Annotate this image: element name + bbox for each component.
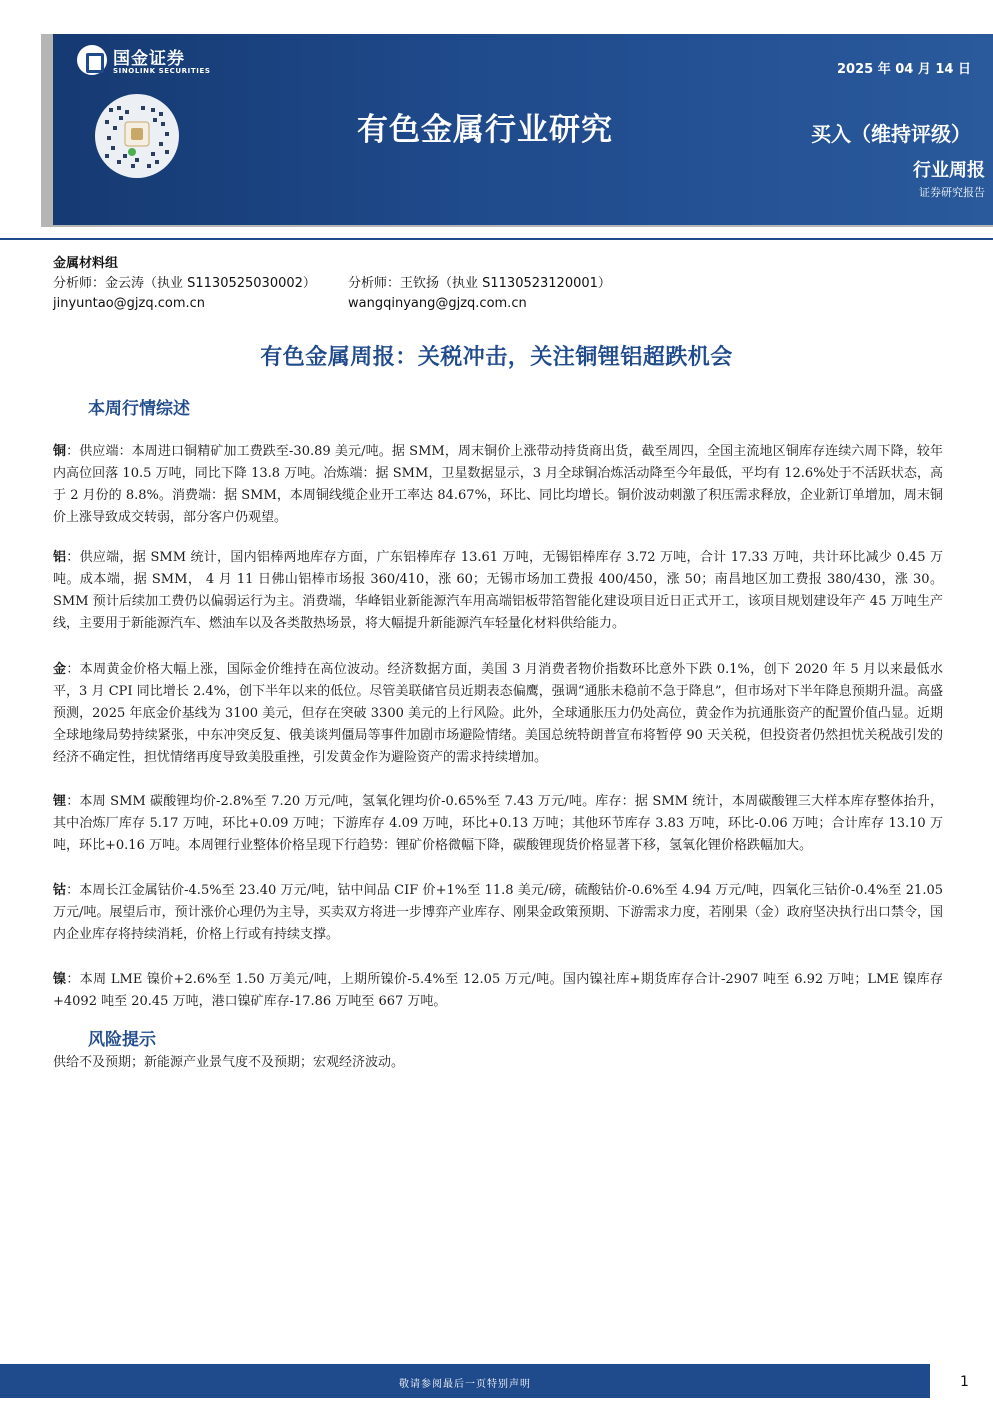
section-heading-weekly-review: 本周行情综述 <box>88 399 190 419</box>
analyst-2-email[interactable]: wangqinyang@gjzq.com.cn <box>348 296 527 311</box>
logo-name-cn: 国金证券 <box>113 49 185 69</box>
paragraph-lithium <box>53 791 943 857</box>
wechat-qr-code[interactable] <box>95 94 179 178</box>
paragraph-aluminum <box>53 547 943 635</box>
investment-rating: 买入（维持评级） <box>811 122 971 146</box>
paragraph-label: 铜 <box>53 444 67 459</box>
logo-mark-icon <box>77 45 107 75</box>
paragraph-text: ：供应端，据 SMM 统计，国内铝棒两地库存方面，广东铝棒库存 13.61 万吨，无锡铝棒库存 3.72 万吨，合计 17.33 万吨，共计环比减少 0.45 万吨。成本端，据 SMM， 4 月 11 日佛山铝棒市场报 360/410，涨 60；无锡市场加工费报 400/450，涨 50；南昌地区加工费报 380/430，涨 30。SMM 预计后续加工费仍以偏弱运行为主。消费端，华峰铝业新能源汽车用高端铝板带箔智能化建设项目近日正式开工，该项目规划建设年产 45 万吨生产线，主要用于新能源汽车、燃油车以及各类散热场景，将大幅提升新能源汽车轻量化材料供给能力。 <box>53 550 943 631</box>
risk-text: 供给不及预期；新能源产业景气度不及预期；宏观经济波动。 <box>53 1055 405 1070</box>
paragraph-text: ：供应端：本周进口铜精矿加工费跌至-30.89 美元/吨。据 SMM，周末铜价上涨带动持货商出货，截至周四，全国主流地区铜库存连续六周下降，较年内高位回落 10.5 万吨，同比下降 13.8 万吨。冶炼端：据 SMM，卫星数据显示，3 月全球铜冶炼活动降至今年最低，平均有 12.6%处于不活跃状态，高于 2 月份的 8.8%。消费端：据 SMM，本周铜线缆企业开工率达 84.67%，环比、同比均增长。铜价波动刺激了积压需求释放，企业新订单增加，周末铜价上涨导致成交转弱，部分客户仍观望。 <box>53 444 943 525</box>
paragraph-gold <box>53 659 943 769</box>
analyst-block <box>53 254 611 314</box>
paragraph-label: 金 <box>53 662 67 677</box>
report-kind: 行业周报 <box>913 160 985 181</box>
paragraph-nickel <box>53 969 943 1013</box>
page-number: 1 <box>960 1374 969 1390</box>
analyst-group: 金属材料组 <box>53 256 119 271</box>
paragraph-text: ：本周黄金价格大幅上涨，国际金价维持在高位波动。经济数据方面，美国 3 月消费者物价指数环比意外下跌 0.1%，创下 2020 年 5 月以来最低水平，3 月 CPI 同比增长 2.4%，创下半年以来的低位。尽管美联储官员近期表态偏鹰，强调“通胀未稳前不急于降息”，但市场对下半年降息预期升温。高盛预测，2025 年底金价基线为 3100 美元，但存在突破 3300 美元的上行风险。此外，全球通胀压力仍处高位，黄金作为抗通胀资产的配置价值凸显。近期全球地缘局势持续紧张，中东冲突反复、俄美谈判僵局等事件加剧市场避险情绪。美国总统特朗普宣布将暂停 90 天关税，但投资者仍然担忧关税战引发的经济不确定性，担忧情绪再度导致美股重挫，引发黄金作为避险资产的需求持续增加。 <box>53 662 943 765</box>
paragraph-label: 铝 <box>53 550 67 565</box>
paragraph-label: 锂 <box>53 794 67 809</box>
report-title: 有色金属周报：关税冲击，关注铜锂铝超跌机会 <box>260 345 733 370</box>
analyst-2: 分析师：王钦扬（执业 S1130523120001） <box>348 276 611 291</box>
analyst-1: 分析师：金云涛（执业 S1130525030002） <box>53 276 316 291</box>
footer-disclaimer-link[interactable]: 敬请参阅最后一页特别声明 <box>399 1379 531 1390</box>
paragraph-label: 镍 <box>53 972 67 987</box>
section-heading-risk: 风险提示 <box>88 1030 156 1050</box>
header-banner <box>53 34 993 225</box>
paragraph-text: ：本周 SMM 碳酸锂均价-2.8%至 7.20 万元/吨，氢氧化锂均价-0.65%至 7.43 万元/吨。库存：据 SMM 统计，本周碳酸锂三大样本库存整体抬升，其中冶炼厂库存 5.17 万吨，环比+0.09 万吨；下游库存 4.09 万吨，环比+0.13 万吨；其他环节库存 3.83 万吨，环比-0.06 万吨；合计库存 13.10 万吨，环比+0.16 万吨。本周锂行业整体价格呈现下行趋势：锂矿价格微幅下降，碳酸锂现货价格显著下移，氢氧化锂价格跌幅加大。 <box>53 794 943 853</box>
header-divider <box>0 238 993 240</box>
report-date: 2025 年 04 月 14 日 <box>837 62 971 77</box>
logo-name-en: SINOLINK SECURITIES <box>113 67 211 75</box>
report-type: 证券研究报告 <box>919 186 985 199</box>
analyst-1-email[interactable]: jinyuntao@gjzq.com.cn <box>53 296 206 311</box>
company-logo <box>77 42 227 86</box>
paragraph-label: 钴 <box>53 883 67 898</box>
paragraph-text: ：本周 LME 镍价+2.6%至 1.50 万美元/吨，上期所镍价-5.4%至 12.05 万元/吨。国内镍社库+期货库存合计-2907 吨至 6.92 万吨；LME 镍库存+4092 吨至 20.45 万吨，港口镍矿库存-17.86 万吨至 667 万吨。 <box>53 972 943 1009</box>
paragraph-cobalt <box>53 880 943 946</box>
paragraph-copper <box>53 441 943 529</box>
banner-title: 有色金属行业研究 <box>357 112 613 148</box>
paragraph-text: ：本周长江金属钴价-4.5%至 23.40 万元/吨，钴中间品 CIF 价+1%至 11.8 美元/磅，硫酸钴价-0.6%至 4.94 万元/吨，四氧化三钴价-0.4%至 21.05 万元/吨。展望后市，预计涨价心理仍为主导，买卖双方将进一步博弈产业库存、刚果金政策预期、下游需求力度，若刚果（金）政府坚决执行出口禁令，国内企业库存将持续消耗，价格上行或有持续支撑。 <box>53 883 943 942</box>
